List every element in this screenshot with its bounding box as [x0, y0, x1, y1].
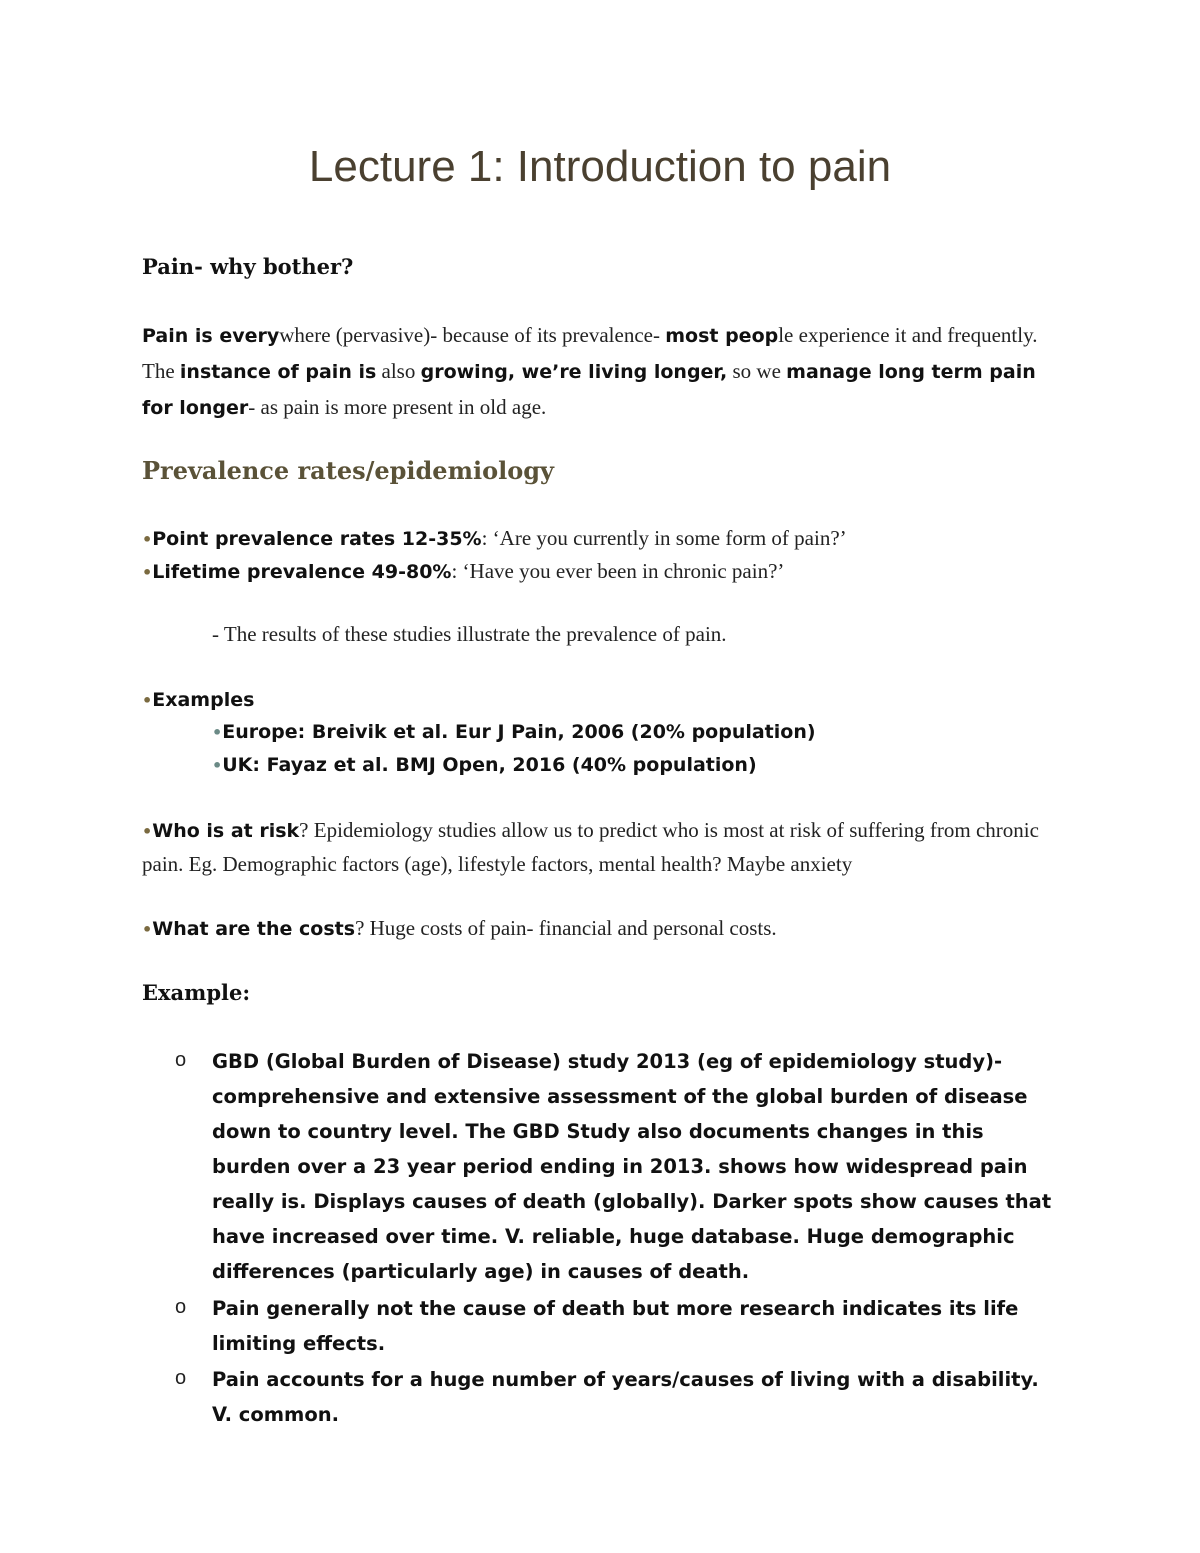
text-phrase: le experience it and frequently. The — [142, 323, 1038, 383]
lifetime-prevalence-line — [142, 555, 784, 589]
example-item-europe — [212, 716, 816, 749]
bullet-icon: • — [212, 756, 223, 775]
bullet-icon: • — [142, 530, 153, 549]
bold-phrase: manage long term pain for longer — [142, 361, 1036, 419]
point-prevalence-line — [142, 522, 847, 556]
costs-text: ? Huge costs of pain- financial and personal costs. — [355, 916, 777, 940]
lifetime-prevalence-label: Lifetime prevalence 49-80% — [152, 561, 452, 583]
bold-phrase: most peop — [665, 325, 779, 347]
examples-line — [142, 683, 254, 717]
risk-paragraph — [142, 814, 1042, 881]
example-item-text: UK: Fayaz et al. BMJ Open, 2016 (40% population) — [222, 754, 757, 776]
circle-bullet-icon: o — [175, 1296, 187, 1318]
page-title: Lecture 1: Introduction to pain — [308, 142, 892, 191]
bullet-icon: • — [142, 920, 153, 939]
risk-text: ? Epidemiology studies allow us to predict who is most at risk of suffering from chronic pain. Eg. Demographic factors (age), lifestyle factors, mental health? Maybe anxiety — [142, 818, 1039, 876]
risk-label: Who is at risk — [152, 820, 300, 842]
example-heading: Example: — [142, 980, 251, 1005]
text-phrase: also — [376, 359, 421, 383]
lifetime-prevalence-text: : ‘Have you ever been in chronic pain?’ — [451, 559, 785, 583]
text-phrase: so we — [727, 359, 787, 383]
section-heading-why-bother: Pain- why bother? — [142, 254, 354, 279]
costs-label: What are the costs — [152, 918, 356, 940]
examples-label: Examples — [152, 689, 255, 711]
text-phrase: where (pervasive)- because of its prevalence- — [279, 323, 666, 347]
point-prevalence-label: Point prevalence rates 12-35% — [152, 528, 482, 550]
text-phrase: - as pain is more present in old age. — [248, 395, 547, 419]
section-heading-prevalence: Prevalence rates/epidemiology — [142, 456, 554, 485]
bold-phrase: growing, we’re living longer, — [420, 361, 728, 383]
list-item-text: GBD (Global Burden of Disease) study 2013 (eg of epidemiology study)- comprehensive and extensive assessment of the global burden of disease down to country level. The GBD Study also documents changes in this burden over a 23 year period ending in 2013. shows how widespread pain really is. Displays causes of death (globally). Darker spots show causes that have increased over time. V. reliable, huge database. Huge demographic differences (particularly age) in causes of death. — [212, 1050, 1052, 1283]
why-bother-paragraph — [142, 318, 1042, 426]
list-item-text: Pain accounts for a huge number of years/causes of living with a disability. V. common. — [212, 1368, 1039, 1426]
bold-phrase: Pain is every — [142, 325, 280, 347]
example-item-uk — [212, 749, 757, 782]
results-note: - The results of these studies illustrate the prevalence of pain. — [212, 622, 727, 646]
bullet-icon: • — [142, 822, 153, 841]
bullet-icon: • — [142, 563, 153, 582]
bullet-icon: • — [142, 691, 153, 710]
circle-bullet-icon: o — [175, 1367, 187, 1389]
example-item-text: Europe: Breivik et al. Eur J Pain, 2006 (20% population) — [222, 721, 816, 743]
list-item-text: Pain generally not the cause of death but more research indicates its life limiting effects. — [212, 1297, 1019, 1355]
bullet-icon: • — [212, 723, 223, 742]
bold-phrase: instance of pain is — [179, 361, 377, 383]
point-prevalence-text: : ‘Are you currently in some form of pain?’ — [481, 526, 847, 550]
circle-bullet-icon: o — [175, 1049, 187, 1071]
costs-line — [142, 912, 777, 946]
